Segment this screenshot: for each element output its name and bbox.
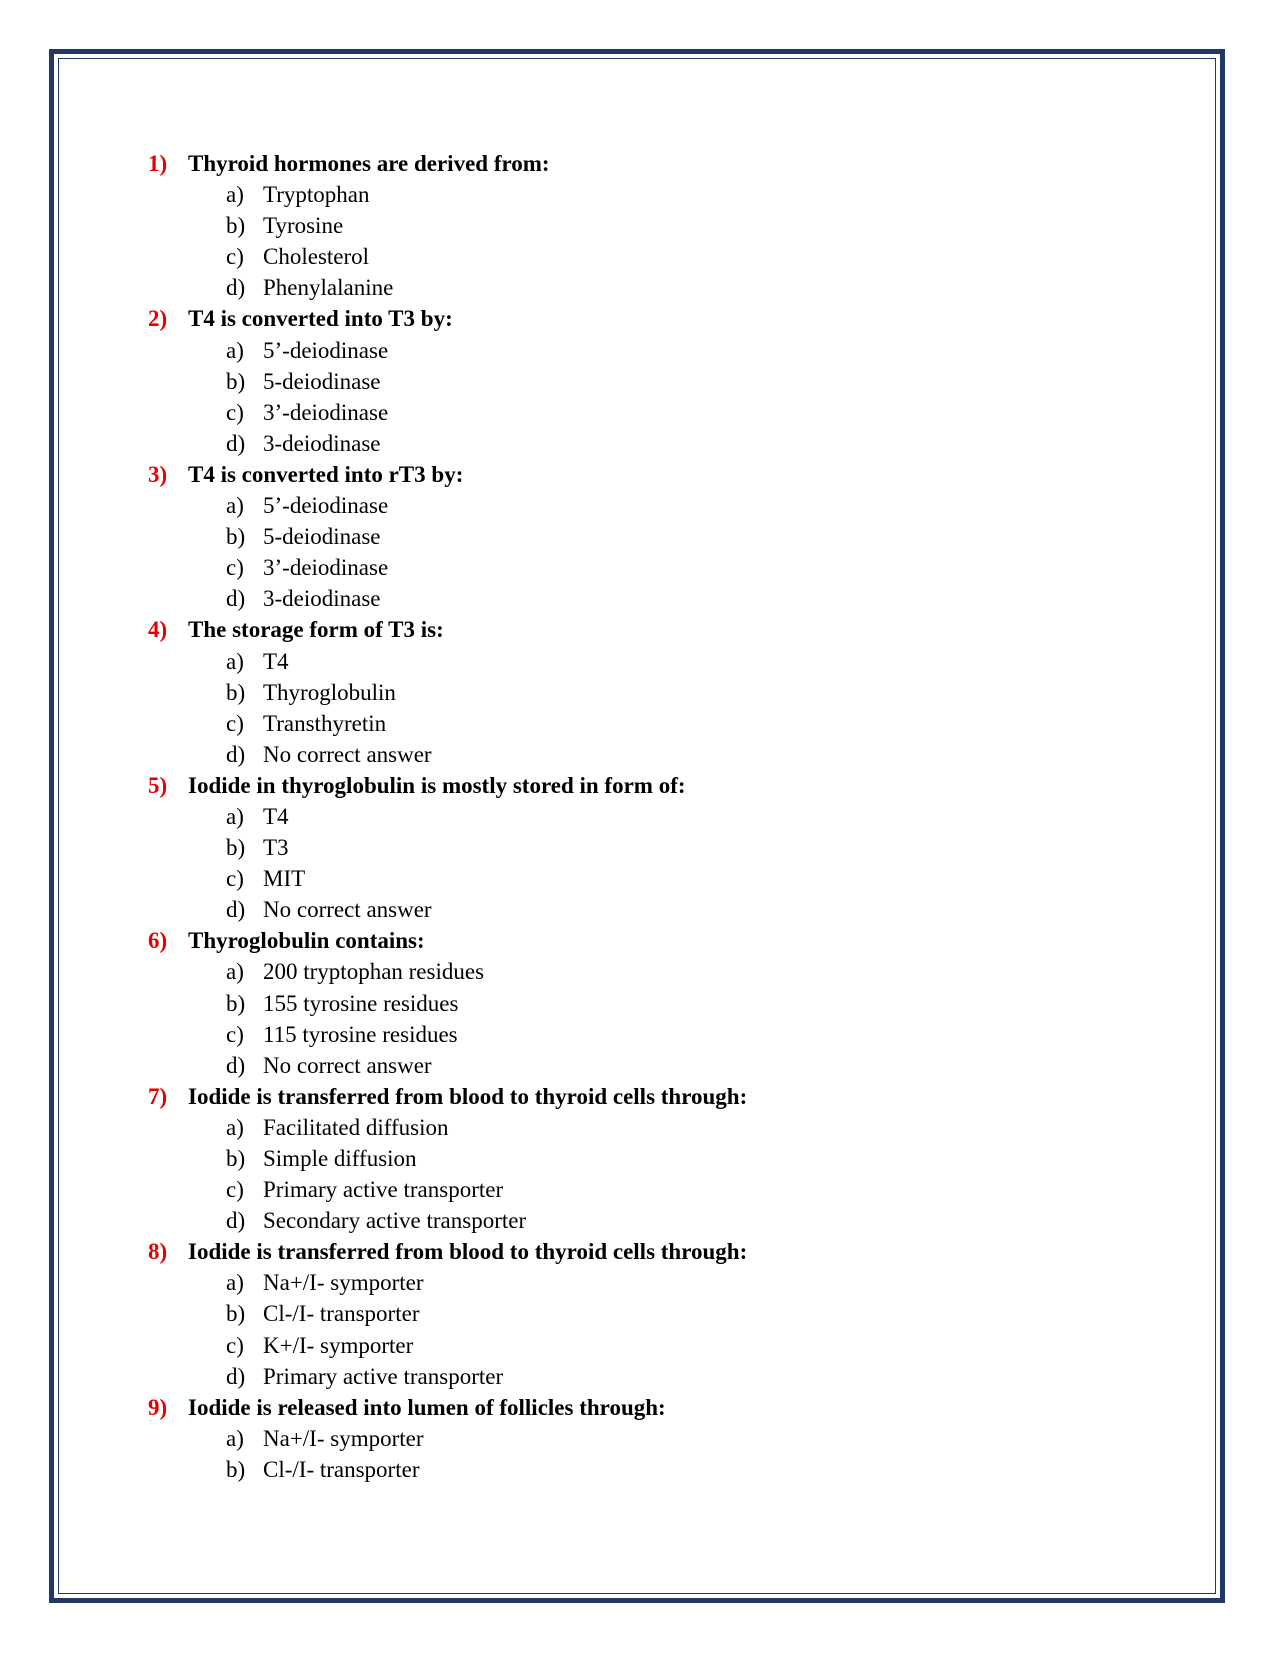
- question-number: 3): [148, 461, 168, 487]
- option-letter: d): [226, 1052, 246, 1078]
- option-text: Cl-/I- transporter: [263, 1456, 420, 1482]
- question-number: 2): [148, 306, 168, 332]
- option-text: Facilitated diffusion: [263, 1114, 449, 1140]
- option-text: MIT: [263, 866, 306, 892]
- option-letter: b): [226, 368, 246, 394]
- option-text: 5-deiodinase: [263, 524, 381, 550]
- question-number: 6): [148, 928, 168, 954]
- option-letter: b): [226, 213, 246, 239]
- question-text: Thyroid hormones are derived from:: [188, 151, 550, 176]
- option-letter: b): [226, 1146, 246, 1171]
- option-list: [148, 646, 1148, 770]
- answer-option: [226, 1361, 1148, 1392]
- option-text: Na+/I- symporter: [263, 1425, 424, 1451]
- option-text: T4: [263, 648, 289, 674]
- option-letter: d): [226, 1363, 246, 1389]
- option-text: Transthyretin: [263, 710, 387, 736]
- option-letter: c): [226, 1021, 244, 1047]
- answer-option: [226, 1330, 1148, 1361]
- question-stem: [148, 1236, 1148, 1267]
- question-stem: [148, 770, 1148, 801]
- option-letter: d): [226, 430, 246, 456]
- option-letter: c): [226, 710, 244, 736]
- option-list: [148, 801, 1148, 925]
- question-6: [148, 925, 1148, 1080]
- answer-option: [226, 366, 1148, 397]
- answer-option: [226, 801, 1148, 832]
- option-text: Tyrosine: [263, 213, 344, 239]
- option-list: [148, 179, 1148, 303]
- option-text: Secondary active transporter: [263, 1208, 527, 1234]
- option-list: [148, 956, 1148, 1080]
- option-letter: a): [226, 493, 244, 519]
- answer-option: [226, 272, 1148, 303]
- answer-option: [226, 1454, 1148, 1485]
- option-text: T3: [263, 835, 289, 861]
- option-letter: c): [226, 866, 244, 892]
- question-5: [148, 770, 1148, 925]
- option-text: Cholesterol: [263, 244, 370, 270]
- question-number: 9): [148, 1394, 168, 1420]
- option-letter: c): [226, 244, 244, 270]
- option-text: Primary active transporter: [263, 1177, 504, 1203]
- question-text: Iodide is released into lumen of follicles through:: [188, 1394, 666, 1420]
- option-letter: d): [226, 897, 246, 923]
- answer-option: [226, 863, 1148, 894]
- option-text: Thyroglobulin: [263, 679, 396, 705]
- answer-option: [226, 552, 1148, 583]
- option-letter: d): [226, 741, 246, 767]
- option-list: [148, 1267, 1148, 1391]
- answer-option: [226, 956, 1148, 987]
- option-text: Primary active transporter: [263, 1363, 504, 1389]
- question-list: [148, 148, 1148, 1485]
- option-text: Tryptophan: [263, 182, 370, 208]
- answer-option: [226, 583, 1148, 614]
- option-letter: b): [226, 524, 246, 550]
- option-text: 3’-deiodinase: [263, 555, 389, 581]
- option-text: K+/I- symporter: [263, 1332, 414, 1358]
- option-text: Na+/I- symporter: [263, 1270, 424, 1296]
- option-letter: b): [226, 835, 246, 861]
- answer-option: [226, 988, 1148, 1019]
- option-letter: c): [226, 555, 244, 581]
- option-list: [148, 490, 1148, 614]
- option-letter: a): [226, 182, 244, 208]
- option-text: T4: [263, 803, 289, 829]
- option-text: 5’-deiodinase: [263, 337, 389, 363]
- option-list: [148, 1423, 1148, 1485]
- answer-option: [226, 397, 1148, 428]
- question-2: [148, 303, 1148, 458]
- answer-option: [226, 1143, 1148, 1174]
- option-letter: b): [226, 1301, 246, 1327]
- option-text: 3-deiodinase: [263, 586, 381, 612]
- option-letter: a): [226, 1270, 244, 1296]
- answer-option: [226, 1423, 1148, 1454]
- option-text: Simple diffusion: [263, 1146, 417, 1171]
- option-letter: d): [226, 275, 246, 301]
- question-text: Iodide is transferred from blood to thyroid cells through:: [188, 1239, 748, 1265]
- answer-option: [226, 646, 1148, 677]
- option-letter: b): [226, 990, 246, 1016]
- answer-option: [226, 739, 1148, 770]
- answer-option: [226, 335, 1148, 366]
- option-letter: d): [226, 1208, 246, 1234]
- question-3: [148, 459, 1148, 614]
- question-number: 1): [148, 151, 168, 176]
- question-number: 4): [148, 617, 168, 643]
- option-text: No correct answer: [263, 897, 432, 923]
- option-letter: d): [226, 586, 246, 612]
- option-text: 155 tyrosine residues: [263, 990, 459, 1016]
- answer-option: [226, 179, 1148, 210]
- option-letter: a): [226, 337, 244, 363]
- question-number: 7): [148, 1083, 168, 1109]
- option-letter: b): [226, 1456, 246, 1482]
- answer-option: [226, 894, 1148, 925]
- question-8: [148, 1236, 1148, 1391]
- option-letter: b): [226, 679, 246, 705]
- answer-option: [226, 1050, 1148, 1081]
- question-9: [148, 1392, 1148, 1485]
- option-letter: a): [226, 1425, 244, 1451]
- option-letter: a): [226, 803, 244, 829]
- option-letter: a): [226, 648, 244, 674]
- answer-option: [226, 832, 1148, 863]
- answer-option: [226, 1112, 1148, 1143]
- option-text: 115 tyrosine residues: [263, 1021, 458, 1047]
- question-text: Thyroglobulin contains:: [188, 928, 425, 954]
- option-list: [148, 335, 1148, 459]
- question-stem: [148, 148, 1148, 179]
- question-4: [148, 614, 1148, 769]
- option-text: 5’-deiodinase: [263, 493, 389, 519]
- question-text: The storage form of T3 is:: [188, 617, 444, 643]
- question-stem: [148, 303, 1148, 334]
- answer-option: [226, 1298, 1148, 1329]
- question-stem: [148, 459, 1148, 490]
- question-stem: [148, 614, 1148, 645]
- question-text: Iodide is transferred from blood to thyroid cells through:: [188, 1083, 748, 1109]
- option-letter: c): [226, 1332, 244, 1358]
- question-number: 5): [148, 772, 168, 798]
- question-7: [148, 1081, 1148, 1236]
- answer-option: [226, 241, 1148, 272]
- option-letter: c): [226, 1177, 244, 1203]
- option-text: Phenylalanine: [263, 275, 394, 301]
- question-number: 8): [148, 1239, 168, 1265]
- answer-option: [226, 490, 1148, 521]
- option-text: Cl-/I- transporter: [263, 1301, 420, 1327]
- option-text: No correct answer: [263, 1052, 432, 1078]
- question-stem: [148, 925, 1148, 956]
- answer-option: [226, 1205, 1148, 1236]
- option-text: 5-deiodinase: [263, 368, 381, 394]
- answer-option: [226, 677, 1148, 708]
- option-list: [148, 1112, 1148, 1236]
- option-letter: a): [226, 1114, 244, 1140]
- answer-option: [226, 521, 1148, 552]
- option-letter: c): [226, 399, 244, 425]
- question-text: Iodide in thyroglobulin is mostly stored in form of:: [188, 772, 686, 798]
- option-text: 3-deiodinase: [263, 430, 381, 456]
- answer-option: [226, 708, 1148, 739]
- question-text: T4 is converted into rT3 by:: [188, 461, 464, 487]
- option-text: 3’-deiodinase: [263, 399, 389, 425]
- answer-option: [226, 210, 1148, 241]
- option-letter: a): [226, 959, 244, 985]
- option-text: No correct answer: [263, 741, 432, 767]
- answer-option: [226, 1174, 1148, 1205]
- answer-option: [226, 1019, 1148, 1050]
- question-stem: [148, 1081, 1148, 1112]
- answer-option: [226, 428, 1148, 459]
- answer-option: [226, 1267, 1148, 1298]
- question-1: [148, 148, 1148, 303]
- question-stem: [148, 1392, 1148, 1423]
- question-text: T4 is converted into T3 by:: [188, 306, 453, 332]
- option-text: 200 tryptophan residues: [263, 959, 485, 985]
